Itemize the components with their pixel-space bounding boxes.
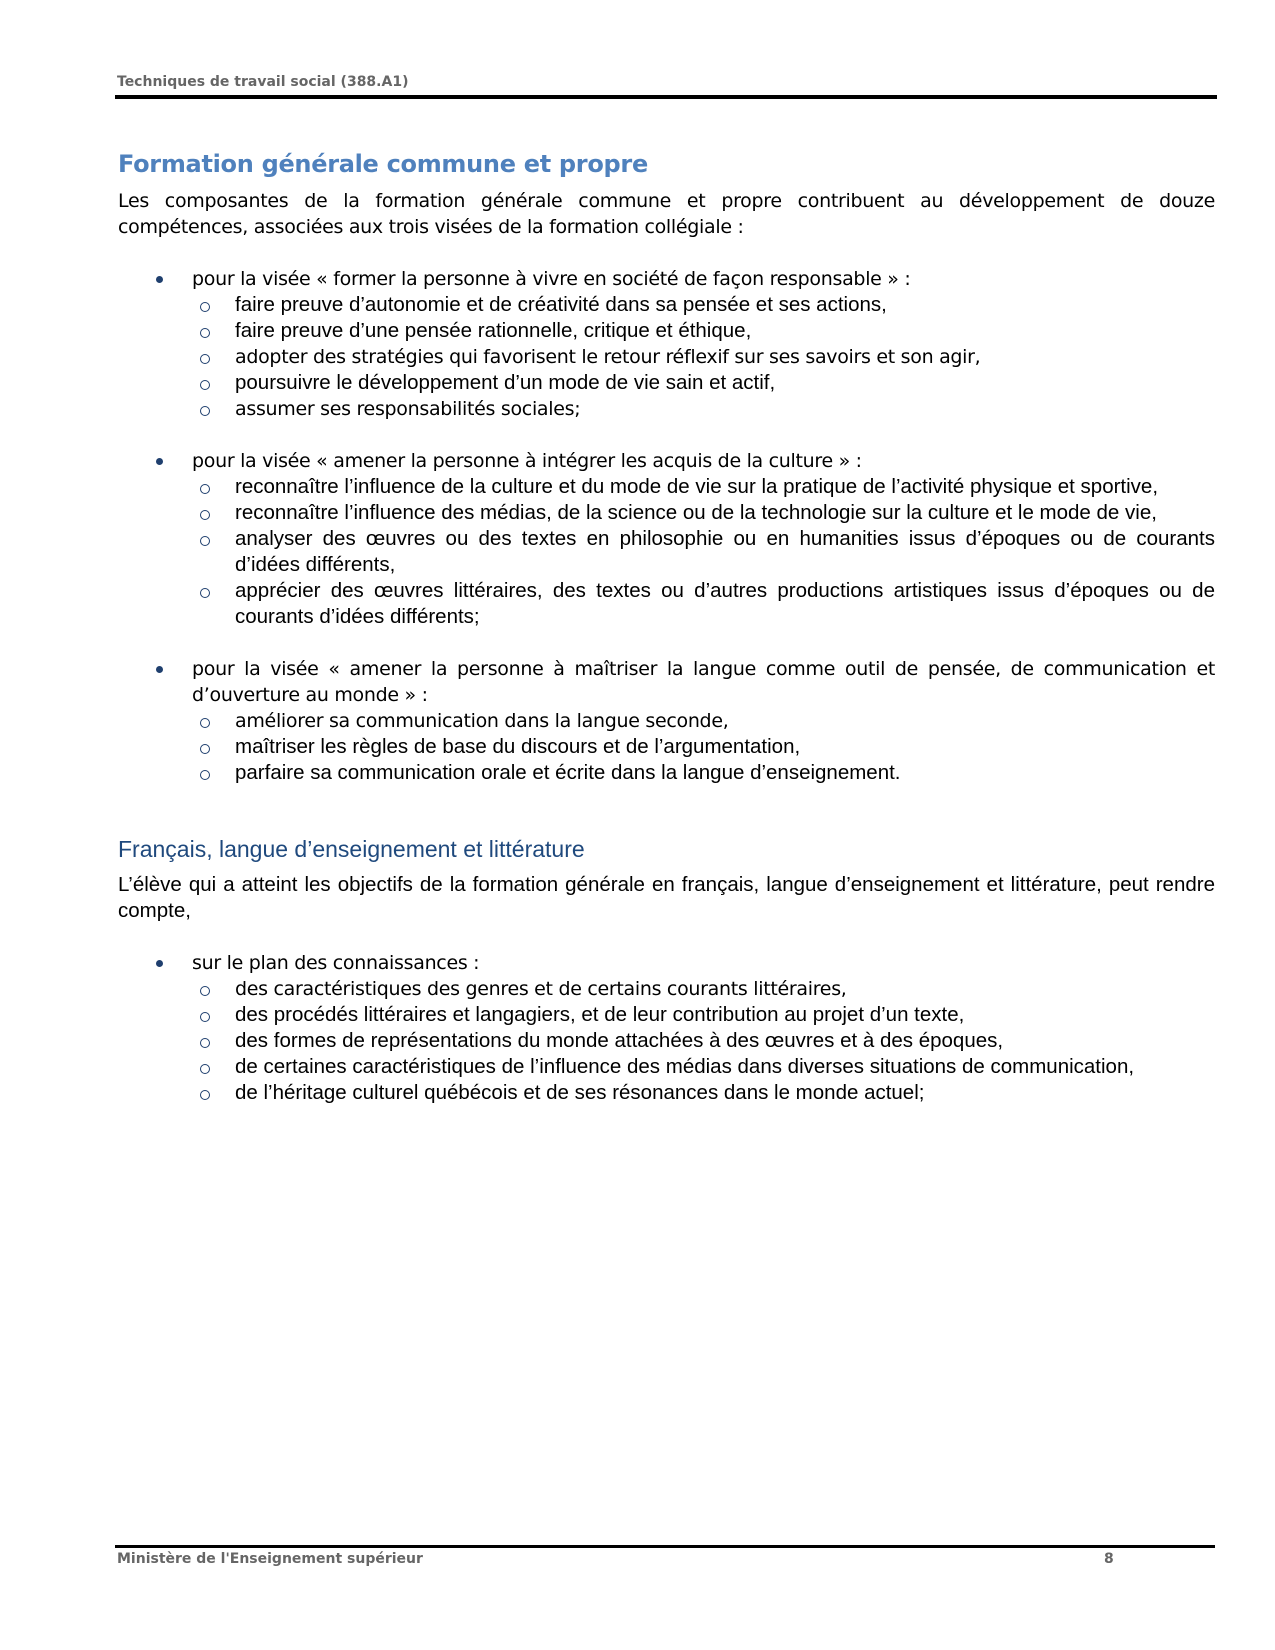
sub-item: reconnaître l’influence des médias, de la science ou de la technologie sur la culture et le mode de vie, xyxy=(118,500,1215,526)
section-title: Formation générale commune et propre xyxy=(118,150,648,178)
bullet-list xyxy=(118,950,1215,1106)
bullet-list xyxy=(118,656,1215,786)
sub-item: poursuivre le développement d’un mode de vie sain et actif, xyxy=(118,370,1215,396)
sub-item: maîtriser les règles de base du discours et de l’argumentation, xyxy=(118,734,1215,760)
section-intro: Les composantes de la formation générale commune et propre contribuent au développement de douze compétences, associées aux trois visées de la formation collégiale : xyxy=(118,190,1215,238)
bullet-list xyxy=(118,266,1215,422)
sub-item: faire preuve d’une pensée rationnelle, critique et éthique, xyxy=(118,318,1215,344)
sub-item: analyser des œuvres ou des textes en philosophie ou en humanities issus d’époques ou de courants d’idées différents, xyxy=(118,526,1215,578)
list-item xyxy=(118,950,1215,1106)
sub-item: de certaines caractéristiques de l’influence des médias dans diverses situations de communication, xyxy=(118,1054,1215,1080)
sub-item: des caractéristiques des genres et de certains courants littéraires, xyxy=(118,976,1215,1002)
bullet-label: sur le plan des connaissances : xyxy=(192,952,480,974)
sub-item: de l’héritage culturel québécois et de ses résonances dans le monde actuel; xyxy=(118,1080,1215,1106)
sub-item: apprécier des œuvres littéraires, des textes ou d’autres productions artistiques issus d’époques ou de courants d’idées différents; xyxy=(118,578,1215,630)
sub-item: parfaire sa communication orale et écrite dans la langue d’enseignement. xyxy=(118,760,1215,786)
sub-list xyxy=(192,474,1215,630)
sub-list xyxy=(192,976,1215,1106)
list-item xyxy=(118,656,1215,786)
sub-item: faire preuve d’autonomie et de créativité dans sa pensée et ses actions, xyxy=(118,292,1215,318)
sub-item: assumer ses responsabilités sociales; xyxy=(118,396,1215,422)
page-body xyxy=(118,148,1215,1106)
bullet-label: pour la visée « amener la personne à maîtriser la langue comme outil de pensée, de communication et d’ouverture au monde » : xyxy=(192,658,1215,706)
sub-item: améliorer sa communication dans la langue seconde, xyxy=(118,708,1215,734)
bullet-label: pour la visée « former la personne à vivre en société de façon responsable » : xyxy=(192,268,911,290)
sub-item: des formes de représentations du monde attachées à des œuvres et à des époques, xyxy=(118,1028,1215,1054)
footer-divider xyxy=(115,1545,1215,1548)
footer-publisher: Ministère de l'Enseignement supérieur xyxy=(117,1551,423,1567)
subsection-title: Français, langue d’enseignement et littérature xyxy=(118,836,585,862)
sub-item: des procédés littéraires et langagiers, et de leur contribution au projet d’un texte, xyxy=(118,1002,1215,1028)
sub-list xyxy=(192,708,1215,786)
subsection-intro: L’élève qui a atteint les objectifs de la formation générale en français, langue d’enseignement et littérature, peut rendre compte, xyxy=(118,873,1215,922)
bullet-label: pour la visée « amener la personne à intégrer les acquis de la culture » : xyxy=(192,450,862,472)
list-item xyxy=(118,448,1215,630)
header-divider xyxy=(115,95,1217,99)
sub-item: reconnaître l’influence de la culture et du mode de vie sur la pratique de l’activité physique et sportive, xyxy=(118,474,1215,500)
page-number: 8 xyxy=(1104,1551,1114,1567)
list-item xyxy=(118,266,1215,422)
running-header: Techniques de travail social (388.A1) xyxy=(117,74,409,90)
bullet-list xyxy=(118,448,1215,630)
sub-item: adopter des stratégies qui favorisent le retour réflexif sur ses savoirs et son agir, xyxy=(118,344,1215,370)
sub-list xyxy=(192,292,1215,422)
